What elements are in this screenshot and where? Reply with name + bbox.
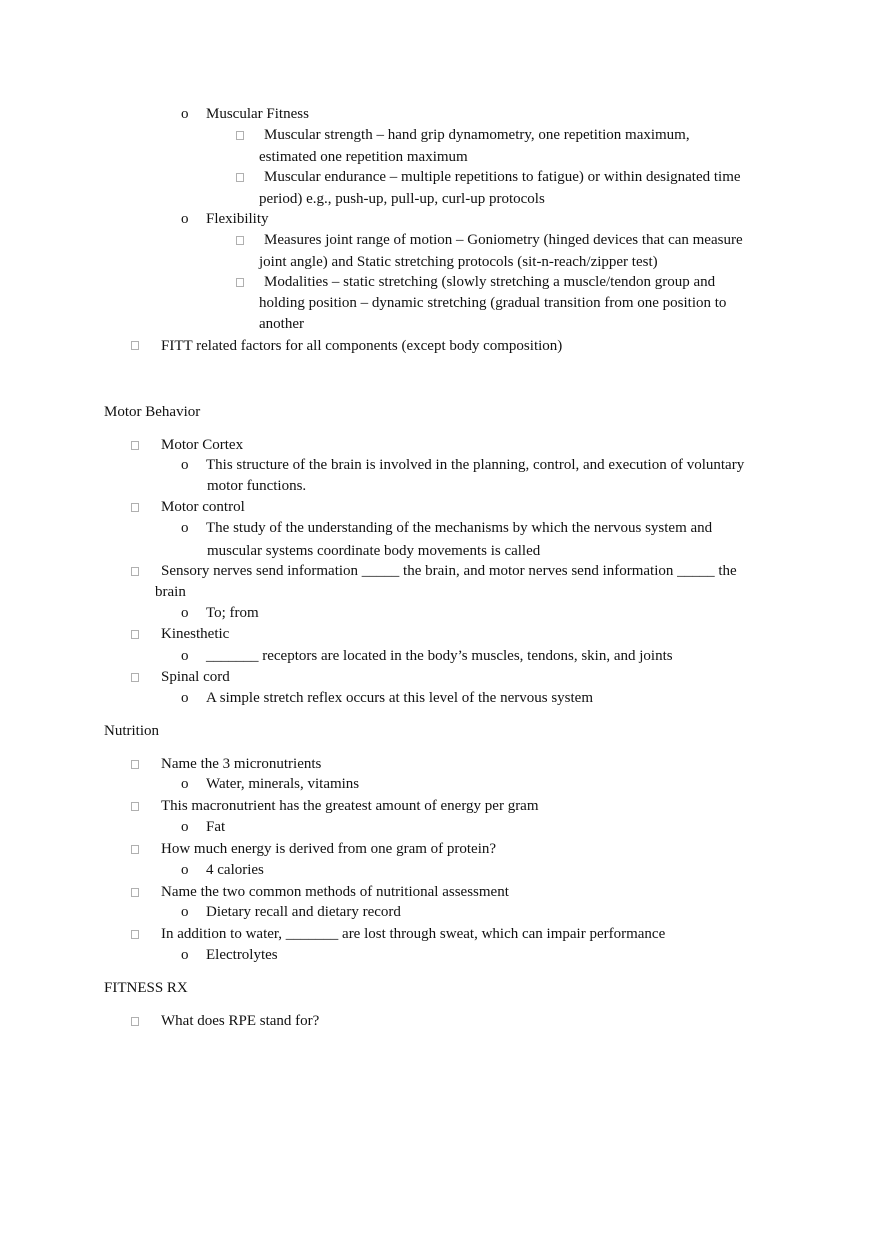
flexibility-modalities-line2: holding position – dynamic stretching (gradual transition from one position to [259,295,727,311]
nutrition-answer-3: 4 calories [206,862,264,878]
kinesthetic-answer: _______ receptors are located in the body’s muscles, tendons, skin, and joints [206,648,673,664]
nutrition-question-1: Name the 3 micronutrients [161,756,322,772]
bullet-square [131,567,139,576]
bullet-square [131,503,139,512]
nutrition-answer-2: Fat [206,819,226,835]
bullet-o: o [181,106,189,122]
nutrition-question-4: Name the two common methods of nutritional assessment [161,884,509,900]
nutrition-question-5: In addition to water, _______ are lost through sweat, which can impair performance [161,926,666,942]
bullet-square [236,173,244,182]
bullet-square [131,630,139,639]
motor-cortex-term: Motor Cortex [161,437,244,453]
nutrition-question-3: How much energy is derived from one gram of protein? [161,841,497,857]
muscular-endurance-line1: Muscular endurance – multiple repetitions to fatigue) or within designated time [264,169,741,185]
nutrition-answer-5: Electrolytes [206,947,278,963]
bullet-square [236,278,244,287]
bullet-o: o [181,457,189,473]
motor-control-term: Motor control [161,499,245,515]
spinal-cord-answer: A simple stretch reflex occurs at this level of the nervous system [206,690,593,706]
nutrition-heading: Nutrition [104,723,159,739]
sensory-nerves-line2: brain [155,584,186,600]
flexibility-modalities-line1: Modalities – static stretching (slowly stretching a muscle/tendon group and [264,274,716,290]
bullet-o: o [181,947,189,963]
bullet-o: o [181,520,189,536]
muscular-fitness-heading: Muscular Fitness [206,106,309,122]
bullet-o: o [181,211,189,227]
bullet-o: o [181,862,189,878]
motor-cortex-answer-line2: motor functions. [207,478,307,494]
bullet-o: o [181,690,189,706]
muscular-strength-line1: Muscular strength – hand grip dynamometry, one repetition maximum, [264,127,690,143]
motor-control-answer-line1: The study of the understanding of the mechanisms by which the nervous system and [206,520,713,536]
nutrition-answer-4: Dietary recall and dietary record [206,904,401,920]
muscular-endurance-line2: period) e.g., push-up, pull-up, curl-up protocols [259,191,545,207]
bullet-o: o [181,648,189,664]
bullet-square [236,131,244,140]
bullet-square [131,441,139,450]
flexibility-heading: Flexibility [206,211,269,227]
bullet-square [131,888,139,897]
motor-behavior-heading: Motor Behavior [104,404,201,420]
sensory-nerves-line1: Sensory nerves send information _____ the brain, and motor nerves send information _____ the [161,563,737,579]
bullet-o: o [181,904,189,920]
bullet-square [131,802,139,811]
flexibility-modalities-line3: another [259,316,304,332]
fitt-item: FITT related factors for all components (except body composition) [161,338,563,354]
sensory-nerves-answer: To; from [206,605,259,621]
flexibility-rom-line1: Measures joint range of motion – Goniometry (hinged devices that can measure [264,232,743,248]
bullet-square [131,845,139,854]
nutrition-answer-1: Water, minerals, vitamins [206,776,360,792]
motor-control-answer-line2: muscular systems coordinate body movements is called [207,543,541,559]
bullet-square [236,236,244,245]
bullet-square [131,341,139,350]
muscular-strength-line2: estimated one repetition maximum [259,149,468,165]
fitness-rx-question-1: What does RPE stand for? [161,1013,320,1029]
bullet-o: o [181,605,189,621]
bullet-o: o [181,776,189,792]
fitness-rx-heading: FITNESS RX [104,980,188,996]
spinal-cord-term: Spinal cord [161,669,230,685]
kinesthetic-term: Kinesthetic [161,626,230,642]
bullet-square [131,760,139,769]
motor-cortex-answer-line1: This structure of the brain is involved in the planning, control, and execution of voluntary [206,457,745,473]
nutrition-question-2: This macronutrient has the greatest amount of energy per gram [161,798,539,814]
bullet-square [131,1017,139,1026]
bullet-o: o [181,819,189,835]
flexibility-rom-line2: joint angle) and Static stretching protocols (sit-n-reach/zipper test) [259,254,658,270]
bullet-square [131,930,139,939]
bullet-square [131,673,139,682]
